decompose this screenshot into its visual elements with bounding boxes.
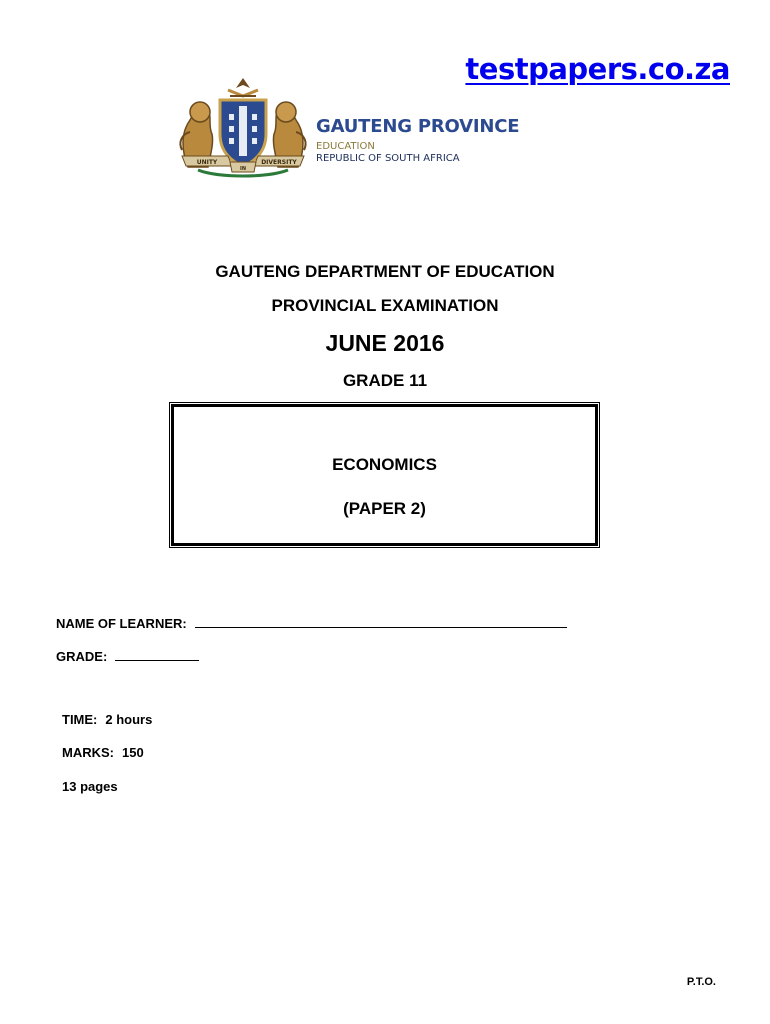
learner-grade-label: GRADE: [56,649,108,664]
logo-subtitle-republic: REPUBLIC OF SOUTH AFRICA [316,153,460,164]
exam-session: JUNE 2016 [325,330,445,356]
department-title: GAUTENG DEPARTMENT OF EDUCATION [215,262,555,281]
logo-subtitle-education: EDUCATION [316,141,375,152]
learner-grade-field [56,648,199,664]
subject-name: ECONOMICS [332,455,437,474]
testpapers-link[interactable]: testpapers.co.za [465,52,730,86]
time-value: 2 hours [105,712,153,727]
page-count: 13 pages [62,779,118,794]
marks-value: 150 [122,745,144,760]
time-label: TIME: [62,712,98,727]
marks-label: MARKS: [62,745,114,760]
marks-info [62,745,144,760]
coat-of-arms-icon [168,72,318,182]
learner-name-blank[interactable] [195,615,567,628]
learner-grade-blank[interactable] [115,648,199,661]
gauteng-logo [168,72,548,182]
time-info [62,712,152,727]
paper-number: (PAPER 2) [343,499,426,518]
logo-title: GAUTENG PROVINCE [316,116,520,137]
learner-name-field [56,615,567,631]
please-turn-over: P.T.O. [686,976,716,988]
exam-type: PROVINCIAL EXAMINATION [271,296,499,315]
learner-name-label: NAME OF LEARNER: [56,616,187,631]
motto-right: DIVERSITY [261,159,297,166]
exam-grade: GRADE 11 [342,371,428,390]
motto-left: UNITY [196,159,218,166]
subject-box [171,404,598,546]
motto-middle: IN [239,166,247,172]
